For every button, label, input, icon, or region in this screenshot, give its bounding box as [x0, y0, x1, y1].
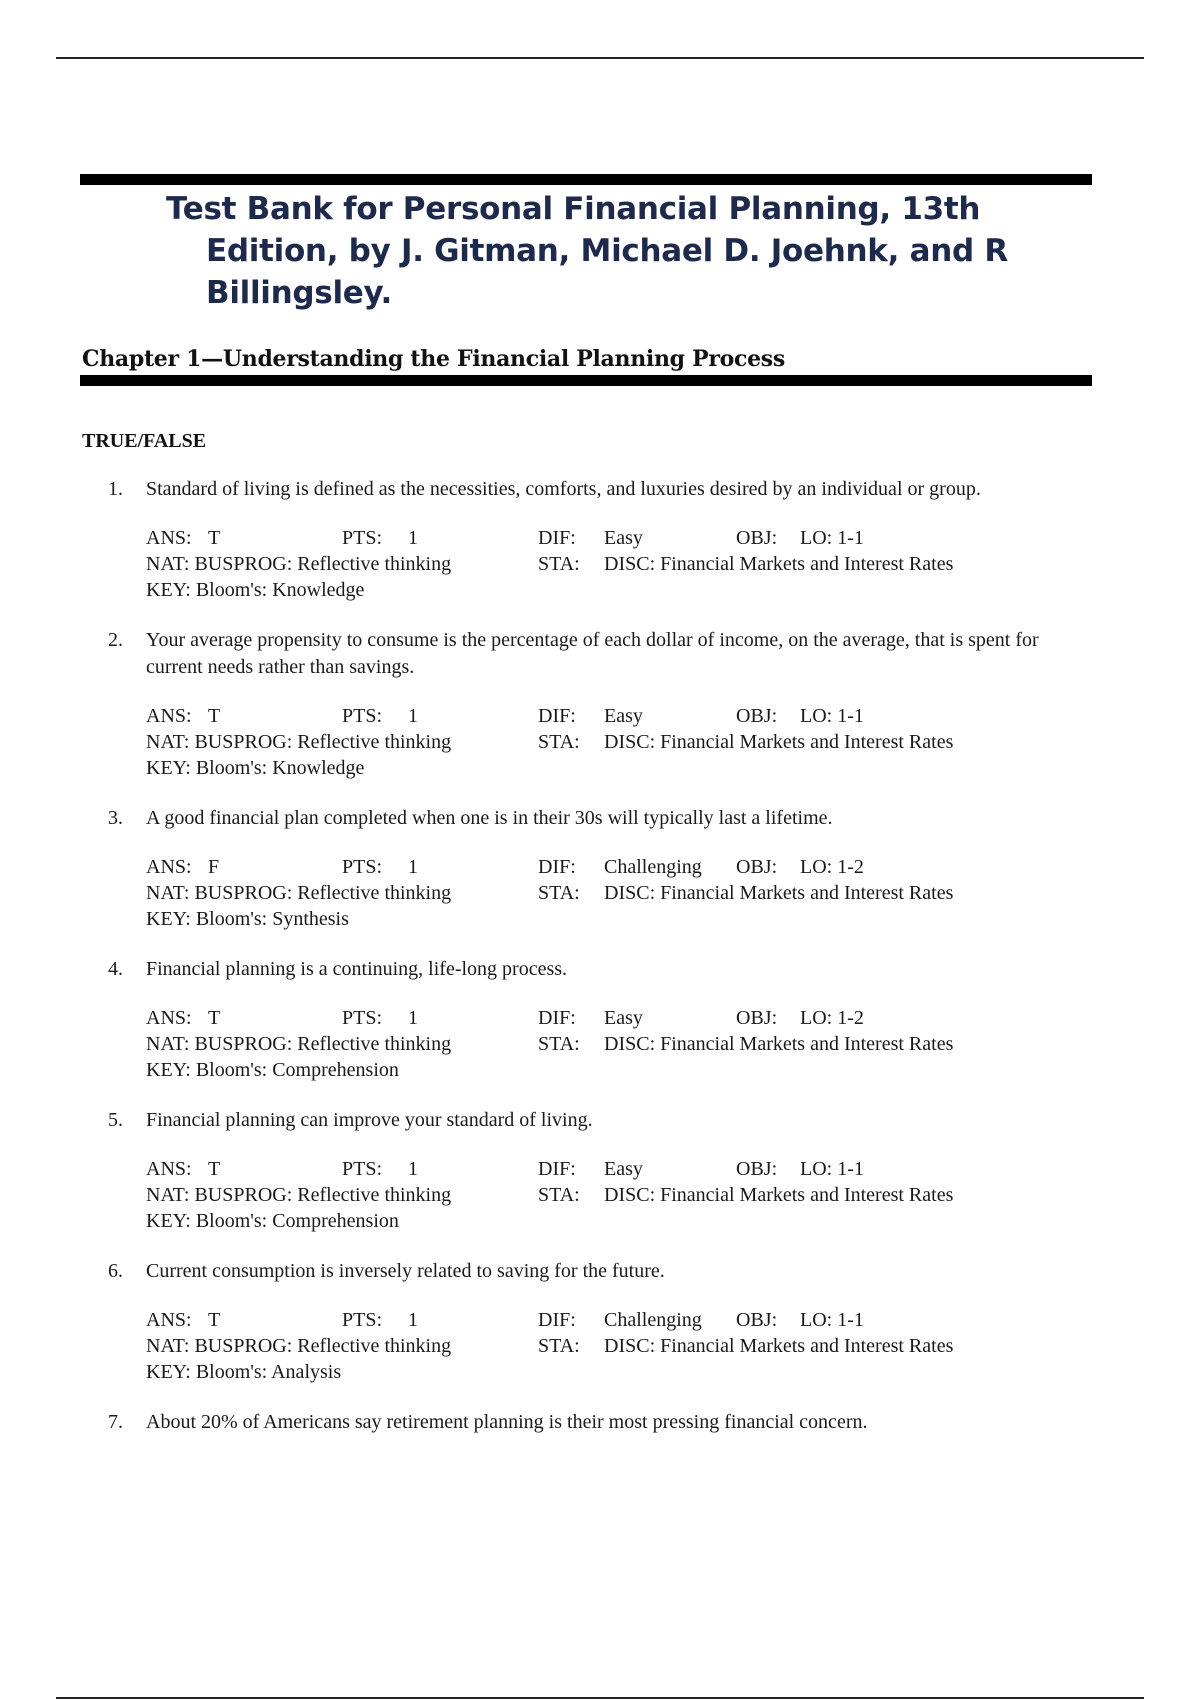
- obj-label: OBJ:: [736, 527, 778, 549]
- sta-value: DISC: Financial Markets and Interest Rates: [604, 1184, 954, 1206]
- answer-metadata: [146, 703, 1200, 781]
- nat-value: NAT: BUSPROG: Reflective thinking: [146, 731, 452, 753]
- ans-label: ANS:: [146, 856, 192, 878]
- pts-value: 1: [408, 1309, 418, 1331]
- obj-label: OBJ:: [736, 1309, 778, 1331]
- question-item: [0, 805, 1200, 956]
- question-item: [0, 1107, 1200, 1258]
- key-value: KEY: Bloom's: Knowledge: [146, 757, 365, 779]
- sta-label: STA:: [538, 882, 580, 904]
- ans-value: T: [208, 705, 221, 727]
- question-text: A good financial plan completed when one is in their 30s will typically last a lifetime.: [146, 807, 833, 829]
- question-number: 1.: [108, 478, 123, 500]
- ans-value: T: [208, 1007, 221, 1029]
- pts-value: 1: [408, 856, 418, 878]
- question-number: 3.: [108, 807, 123, 829]
- question-item: [0, 1409, 1200, 1436]
- sta-value: DISC: Financial Markets and Interest Rates: [604, 1335, 954, 1357]
- question-text: Financial planning is a continuing, life-long process.: [146, 958, 568, 980]
- nat-value: NAT: BUSPROG: Reflective thinking: [146, 1184, 452, 1206]
- dif-label: DIF:: [538, 527, 576, 549]
- key-value: KEY: Bloom's: Synthesis: [146, 908, 349, 930]
- answer-metadata: [146, 1156, 1200, 1234]
- nat-value: NAT: BUSPROG: Reflective thinking: [146, 882, 452, 904]
- ans-value: T: [208, 1309, 221, 1331]
- nat-value: NAT: BUSPROG: Reflective thinking: [146, 553, 452, 575]
- question-text: Financial planning can improve your standard of living.: [146, 1109, 593, 1131]
- title-top-bar: [80, 174, 1092, 185]
- key-value: KEY: Bloom's: Comprehension: [146, 1210, 399, 1232]
- key-value: KEY: Bloom's: Knowledge: [146, 579, 365, 601]
- obj-value: LO: 1-1: [800, 705, 864, 727]
- question-item: [0, 956, 1200, 1107]
- dif-label: DIF:: [538, 1007, 576, 1029]
- dif-value: Challenging: [604, 1309, 702, 1331]
- question-number: 7.: [108, 1411, 123, 1433]
- answer-metadata: [146, 1307, 1200, 1385]
- pts-label: PTS:: [342, 705, 383, 727]
- pts-value: 1: [408, 1158, 418, 1180]
- page-bottom-rule: [56, 1697, 1144, 1699]
- question-item: [0, 476, 1200, 627]
- answer-metadata: [146, 525, 1200, 603]
- pts-value: 1: [408, 1007, 418, 1029]
- sta-label: STA:: [538, 731, 580, 753]
- pts-label: PTS:: [342, 856, 383, 878]
- sta-label: STA:: [538, 1335, 580, 1357]
- pts-value: 1: [408, 705, 418, 727]
- question-text: Standard of living is defined as the necessities, comforts, and luxuries desired by an individual or group.: [146, 478, 981, 500]
- key-value: KEY: Bloom's: Comprehension: [146, 1059, 399, 1081]
- pts-label: PTS:: [342, 1007, 383, 1029]
- ans-label: ANS:: [146, 527, 192, 549]
- chapter-heading: Chapter 1—Understanding the Financial Planning Process: [82, 346, 785, 372]
- sta-value: DISC: Financial Markets and Interest Rates: [604, 1033, 954, 1055]
- sta-value: DISC: Financial Markets and Interest Rates: [604, 553, 954, 575]
- sta-label: STA:: [538, 553, 580, 575]
- dif-value: Easy: [604, 705, 643, 727]
- obj-label: OBJ:: [736, 856, 778, 878]
- question-number: 6.: [108, 1260, 123, 1282]
- dif-value: Easy: [604, 1007, 643, 1029]
- dif-value: Challenging: [604, 856, 702, 878]
- pts-label: PTS:: [342, 1309, 383, 1331]
- sta-value: DISC: Financial Markets and Interest Rates: [604, 882, 954, 904]
- ans-label: ANS:: [146, 1158, 192, 1180]
- obj-value: LO: 1-1: [800, 527, 864, 549]
- obj-value: LO: 1-2: [800, 856, 864, 878]
- key-value: KEY: Bloom's: Analysis: [146, 1361, 342, 1383]
- obj-label: OBJ:: [736, 705, 778, 727]
- obj-value: LO: 1-2: [800, 1007, 864, 1029]
- document-title: Test Bank for Personal Financial Planning, 13th Edition, by J. Gitman, Michael D. Joehnk, and R Billingsley.: [166, 191, 1008, 311]
- ans-value: F: [208, 856, 220, 878]
- pts-label: PTS:: [342, 527, 383, 549]
- dif-value: Easy: [604, 1158, 643, 1180]
- section-heading: TRUE/FALSE: [82, 430, 207, 452]
- sta-label: STA:: [538, 1184, 580, 1206]
- question-item: [0, 1258, 1200, 1409]
- answer-metadata: [146, 854, 1200, 932]
- question-list: [0, 476, 1200, 1436]
- dif-label: DIF:: [538, 1309, 576, 1331]
- title-bottom-bar: [80, 375, 1092, 386]
- ans-value: T: [208, 1158, 221, 1180]
- obj-label: OBJ:: [736, 1007, 778, 1029]
- dif-label: DIF:: [538, 856, 576, 878]
- pts-label: PTS:: [342, 1158, 383, 1180]
- obj-value: LO: 1-1: [800, 1158, 864, 1180]
- page-top-rule: [56, 57, 1144, 59]
- question-item: [0, 627, 1200, 805]
- question-text: Current consumption is inversely related to saving for the future.: [146, 1260, 665, 1282]
- ans-label: ANS:: [146, 705, 192, 727]
- question-text: Your average propensity to consume is the percentage of each dollar of income, on the average, that is spent for current needs rather than savings.: [146, 629, 1039, 678]
- question-text: About 20% of Americans say retirement planning is their most pressing financial concern.: [146, 1411, 868, 1433]
- dif-label: DIF:: [538, 705, 576, 727]
- pts-value: 1: [408, 527, 418, 549]
- dif-value: Easy: [604, 527, 643, 549]
- nat-value: NAT: BUSPROG: Reflective thinking: [146, 1033, 452, 1055]
- question-number: 5.: [108, 1109, 123, 1131]
- dif-label: DIF:: [538, 1158, 576, 1180]
- obj-label: OBJ:: [736, 1158, 778, 1180]
- sta-value: DISC: Financial Markets and Interest Rates: [604, 731, 954, 753]
- ans-label: ANS:: [146, 1007, 192, 1029]
- question-number: 4.: [108, 958, 123, 980]
- obj-value: LO: 1-1: [800, 1309, 864, 1331]
- answer-metadata: [146, 1005, 1200, 1083]
- sta-label: STA:: [538, 1033, 580, 1055]
- ans-value: T: [208, 527, 221, 549]
- nat-value: NAT: BUSPROG: Reflective thinking: [146, 1335, 452, 1357]
- ans-label: ANS:: [146, 1309, 192, 1331]
- question-number: 2.: [108, 629, 123, 651]
